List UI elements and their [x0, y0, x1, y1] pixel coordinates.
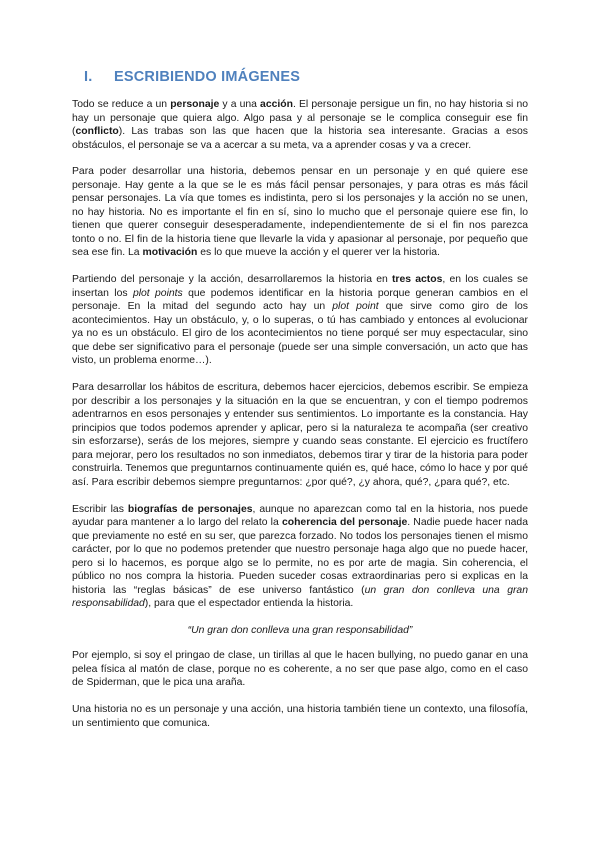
paragraph-5: Escribir las biografías de personajes, aunque no aparezcan como tal en la historia, nos puede ayudar para mantener a lo largo del relato la coherencia del personaje. Nadie puede hacer nada que previamente no esté en su ser, que parezca forzado. No todos los personajes tienen el mismo carácter, por lo que no podemos pretender que nuestro personaje haga algo que no puede hacer, pero si lo hacemos, es porque algo se lo permite, no es por arte de magia. Sin coherencia, el público no nos compra la historia. Pueden suceder cosas extraordinarias pero si explicas en la historia las “reglas básicas” de ese universo fantástico (un gran don conlleva una gran responsabilidad), para que el espectador entienda la historia. — [72, 503, 528, 610]
term-motivacion: motivación — [142, 247, 198, 259]
term-coherencia: coherencia del personaje — [281, 517, 408, 529]
term-plot-points: plot points — [132, 287, 183, 299]
inline-quote: un gran don conlleva una gran responsabilidad — [72, 584, 528, 610]
term-accion: acción — [260, 99, 293, 110]
paragraph-4: Para desarrollar los hábitos de escritura, debemos hacer ejercicios, debemos escribir. Se empieza por describir a los personajes y la situación en la que se encuentran, y con el tiempo podremos adentrarnos en esos personajes y entender sus sentimientos. Lo importante es la constancia. Hay principios que todos podemos aprender y aplicar, pero si la naturaleza te acompaña (ser creativo sin esforzarse), serás de los mejores, siempre y cuando seas constante. El ejercicio es fructífero para mejorar, pero los resultados no son inmediatos, debemos tirar y tirar de la historia para poder construirla. Tenemos que preguntarnos continuamente quién es, qué hace, cómo lo hace y por qué así. Para escribir debemos siempre preguntarnos: ¿por qué?, ¿y ahora, qué?, ¿para qué?, etc. — [72, 382, 528, 488]
paragraph-1: Todo se reduce a un personaje y a una acción. El personaje persigue un fin, no hay historia si no hay un personaje que quiera algo. Algo pasa y al personaje se le complica conseguir ese fin (conflicto). Las trabas son las que hacen que la historia sea interesante. Gracias a esos obstáculos, el personaje se va a acercar a su meta, va a aprender cosas y va a crecer. — [72, 99, 529, 151]
paragraph-3: Partiendo del personaje y la acción, desarrollaremos la historia en tres actos, en los cuales se insertan los plot points que podemos identificar en la historia porque generan cambios en el personaje. En la mitad del segundo acto hay un plot point que sirve como giro de los acontecimientos. Hay un obstáculo, y, o lo superas, o tú has cambiado y entonces al evolucionar ya no es un obstáculo. El giro de los acontecimientos no tiene porqué ser muy espectacular, sino que debe ser significativo para el personaje (puede ser una simple conversación, un acto que has visto, un problema enorme…). — [72, 274, 528, 367]
document-body — [72, 98, 528, 744]
term-personaje: personaje — [170, 99, 220, 110]
section-heading — [84, 69, 300, 85]
paragraph-6: Por ejemplo, si soy el pringao de clase, un tirillas al que le hacen bullying, no puedo ganar en una pelea física al matón de clase, porque no es coherente, a no ser que pase algo, como en el caso de Spiderman, que le pica una araña. — [72, 650, 528, 689]
section-title: ESCRIBIENDO IMÁGENES — [114, 69, 301, 85]
term-tres-actos: tres actos — [391, 274, 443, 286]
section-number: I. — [84, 69, 93, 85]
term-biografias: biografías de personajes — [127, 503, 253, 515]
term-plot-point: plot point — [332, 301, 379, 313]
paragraph-2: Para poder desarrollar una historia, debemos pensar en un personaje y en qué quiere ese personaje. Hay gente a la que se le es más fácil pensar personajes, y para otras es más fácil pensar personajes. La vía que tomes es indistinta, pero si los personajes y la acción no se unen, no hay historia. No es importante el fin en sí, sino lo mucho que el personaje quiere ese fin, lo tienen que querer conseguir desesperadamente, independientemente de si el fin nos parezca tonto o no. El fin de la historia tiene que llevarle la vida y apasionar al personaje, por pequeño que sea ese fin. La motivación es lo que mueve la acción y el querer ver la historia. — [72, 166, 528, 259]
paragraph-7: Una historia no es un personaje y una acción, una historia también tiene un contexto, una filosofía, un sentimiento que comunica. — [72, 704, 528, 729]
term-conflicto: conflicto — [75, 126, 119, 137]
pull-quote: “Un gran don conlleva una gran responsabilidad” — [187, 624, 413, 636]
